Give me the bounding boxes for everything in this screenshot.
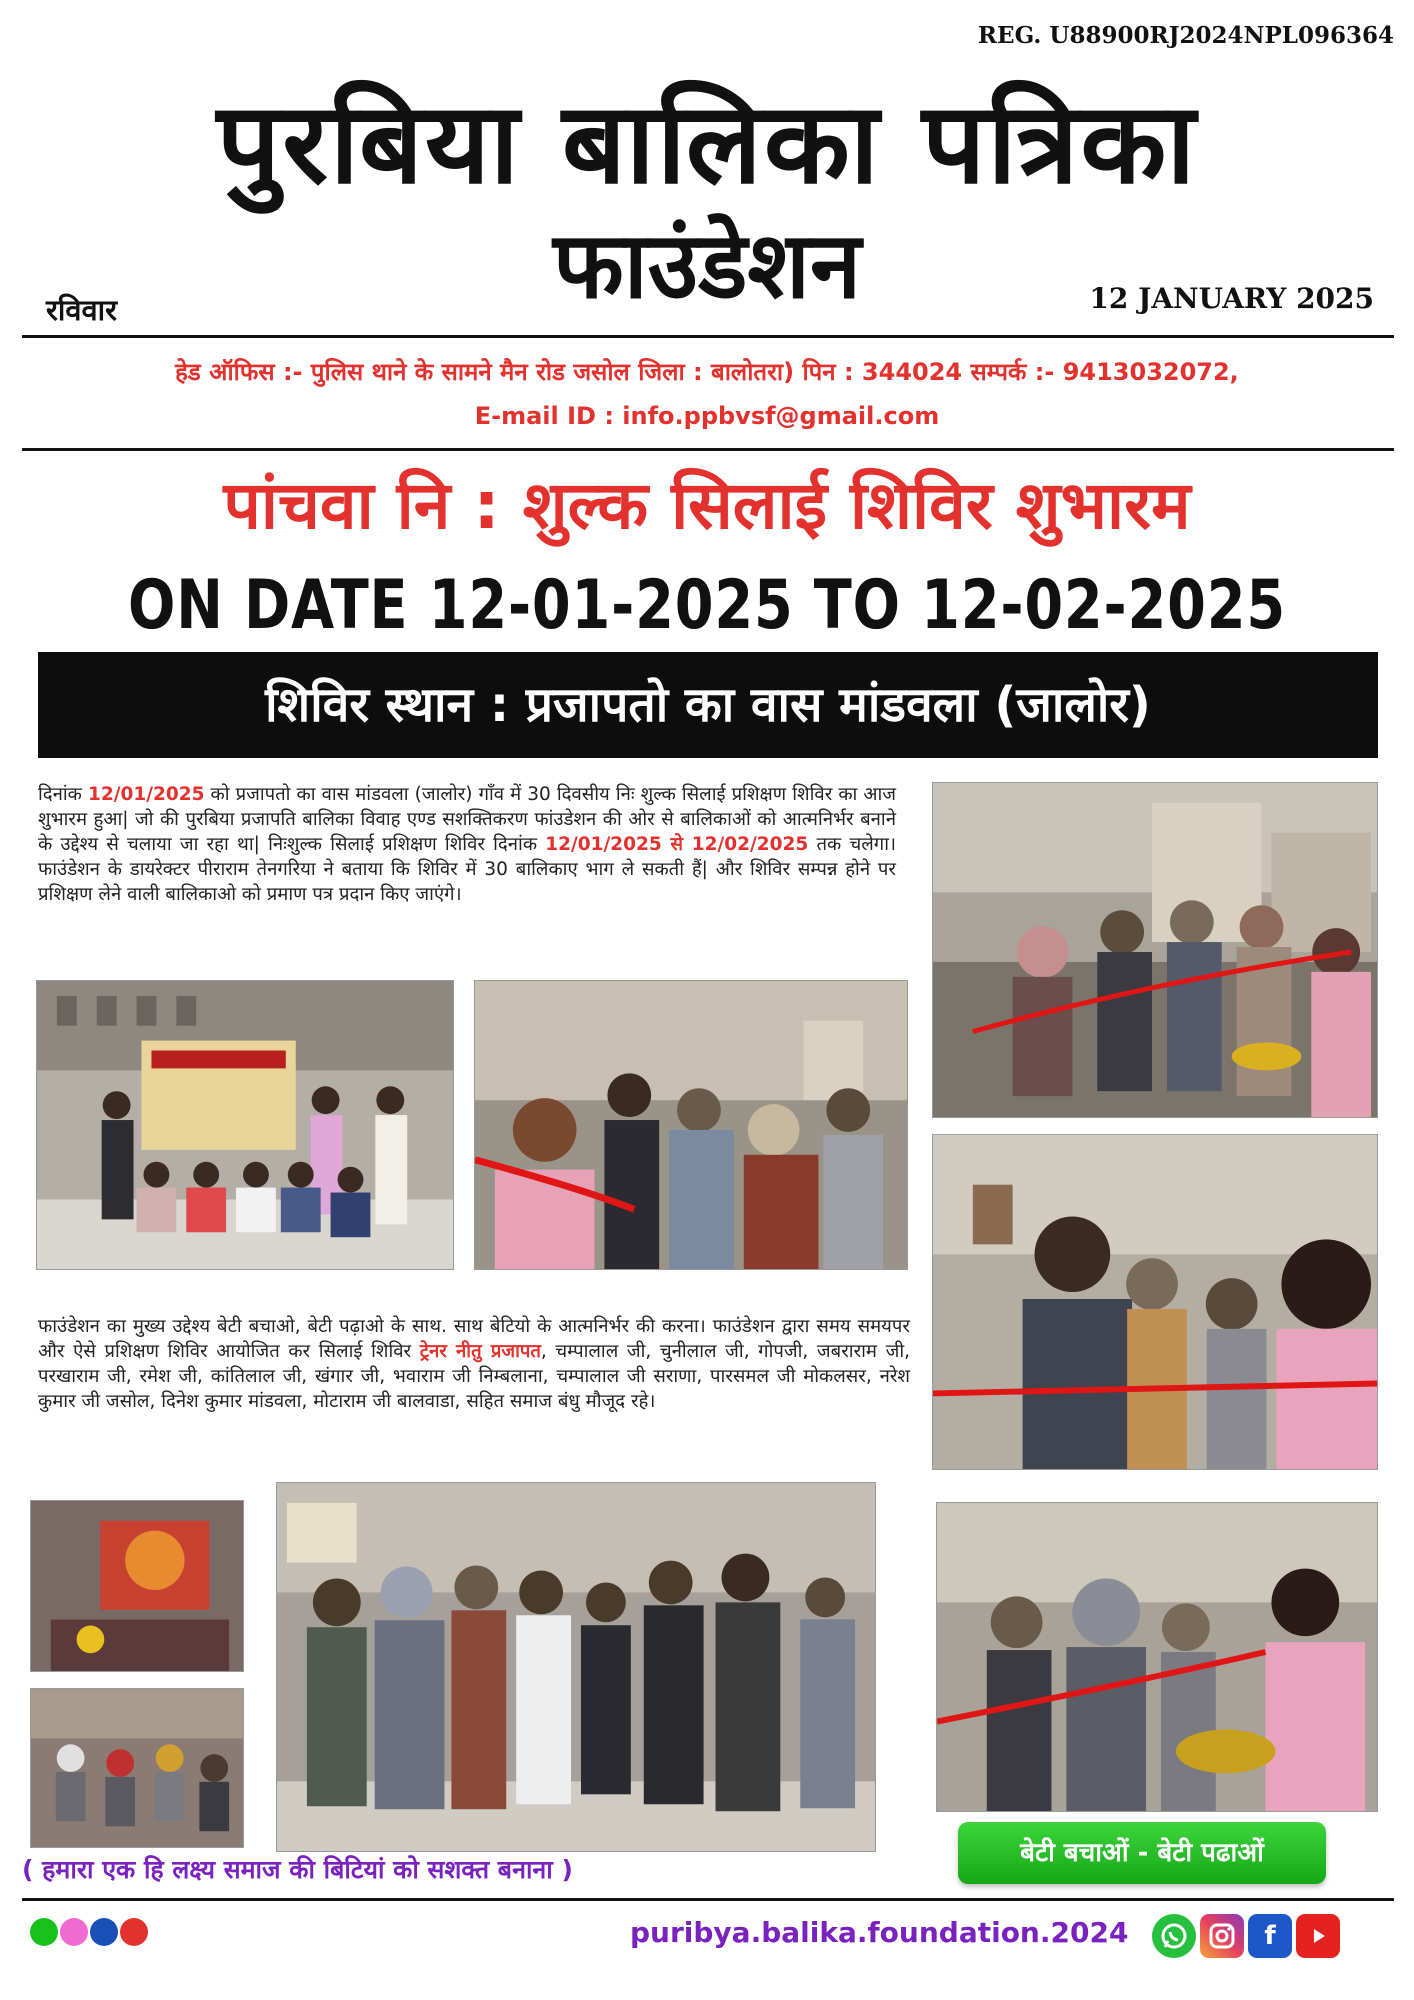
address-line: हेड ऑफिस :- पुलिस थाने के सामने मैन रोड जसोल जिला : बालोतरा) पिन : 344024 सम्पर्क :- 9413032072, xyxy=(175,358,1239,386)
article-paragraph-1 xyxy=(38,782,896,907)
venue-banner: शिविर स्थान : प्रजापतो का वास मांडवला (जालोर) xyxy=(38,652,1378,758)
photo-group-girls xyxy=(36,980,454,1270)
text-run: तक चलेगा। फाउंडेशन के डायरेक्टर पीराराम तेनगरिया ने बताया कि शिविर में 30 बालिकाए भाग ले सकती हैं| और शिविर सम्पन्न होने पर प्रशिक्षण लेने वाली बालिकाओ को प्रमाण पत्र प्रदान किए जाएंगे। xyxy=(38,834,896,905)
whatsapp-icon[interactable] xyxy=(1152,1914,1196,1958)
masthead-title: पुरबिया बालिका पत्रिका xyxy=(216,79,1198,209)
text-run: , चम्पालाल जी, चुनीलाल जी, गोपजी, जबराराम जी, परखाराम जी, रमेश जी, कांतिलाल जी, खंगार जी, भवाराम जी निम्बलाना, चम्पालाल जी सराणा, पारसमल जी मोकलसर, नरेश कुमार जी जसोल, दिनेश कुमार मांडवला, मोटाराम जी बालवाडा, सहित समाज बंधु मौजूद रहे। xyxy=(38,1341,910,1412)
photo-seated-gathering xyxy=(30,1688,244,1848)
color-dots xyxy=(30,1918,148,1946)
website-handle[interactable]: puribya.balika.foundation.2024 xyxy=(630,1916,1129,1949)
divider-mid xyxy=(22,448,1394,451)
reg-number: REG. U88900RJ2024NPL096364 xyxy=(977,22,1394,49)
issue-date: 12 JANUARY 2025 xyxy=(1089,282,1374,315)
pink-dot-icon xyxy=(60,1918,88,1946)
photo-ribbon-girl xyxy=(474,980,908,1270)
date-range: ON DATE 12-01-2025 TO 12-02-2025 xyxy=(128,566,1286,645)
photo-group-men xyxy=(276,1482,876,1852)
email-line[interactable]: E-mail ID : info.ppbvsf@gmail.com xyxy=(474,402,940,430)
slogan-button[interactable]: बेटी बचाओं - बेटी पढाओं xyxy=(958,1822,1326,1884)
photo-ribbon-cutting-right-top xyxy=(932,782,1378,1118)
photo-tilak-ceremony xyxy=(932,1134,1378,1470)
masthead-subtitle: फाउंडेशन xyxy=(552,212,862,319)
tagline: ( हमारा एक हि लक्ष्य समाज की बिटियां को सशक्त बनाना ) xyxy=(22,1855,573,1884)
article-paragraph-2 xyxy=(38,1314,910,1414)
address-block xyxy=(0,350,1414,438)
highlight-date-range: 12/01/2025 से 12/02/2025 xyxy=(545,834,809,855)
youtube-icon[interactable] xyxy=(1296,1914,1340,1958)
highlight-date: 12/01/2025 xyxy=(87,784,205,805)
text-run: फाउंडेशन का मुख्य उद्देश्य बेटी बचाओ, बेटी पढ़ाओ के साथ. साथ बेटियो के आत्मनिर्भर की करना। फाउंडेशन द्वारा समय समयपर और ऐसे प्रशिक्षण शिविर आयोजित कर सिलाई शिविर xyxy=(38,1316,910,1362)
photo-puja-thali xyxy=(30,1500,244,1672)
facebook-icon[interactable]: f xyxy=(1248,1914,1292,1958)
green-dot-icon xyxy=(30,1918,58,1946)
issue-day: रविवार xyxy=(46,293,117,327)
divider-bottom xyxy=(22,1898,1394,1901)
blue-dot-icon xyxy=(90,1918,118,1946)
text-run: को प्रजापतो का वास मांडवला (जालोर) गाँव में 30 दिवसीय निः शुल्क सिलाई प्रशिक्षण शिविर का आज शुभारम हुआ| जो की पुरबिया प्रजापति बालिका विवाह एण्ड सशक्तिकरण फांउडेशन की ओर से बालिकाओं को आत्मनिर्भर बनाने के उद्देश्य से चलाया जा रहा था| निःशुल्क सिलाई प्रशिक्षण शिविर दिनांक xyxy=(38,784,897,855)
headline: पांचवा नि : शुल्क सिलाई शिविर शुभारम xyxy=(223,467,1191,544)
social-icons xyxy=(1152,1914,1340,1958)
text-run: दिनांक xyxy=(38,784,88,805)
instagram-icon[interactable] xyxy=(1200,1914,1244,1958)
highlight-trainer: ट्रेनर नीतु प्रजापत xyxy=(419,1341,541,1362)
photo-ribbon-cutting-right-bottom xyxy=(936,1502,1378,1812)
divider-top xyxy=(22,335,1394,338)
red-dot-icon xyxy=(120,1918,148,1946)
